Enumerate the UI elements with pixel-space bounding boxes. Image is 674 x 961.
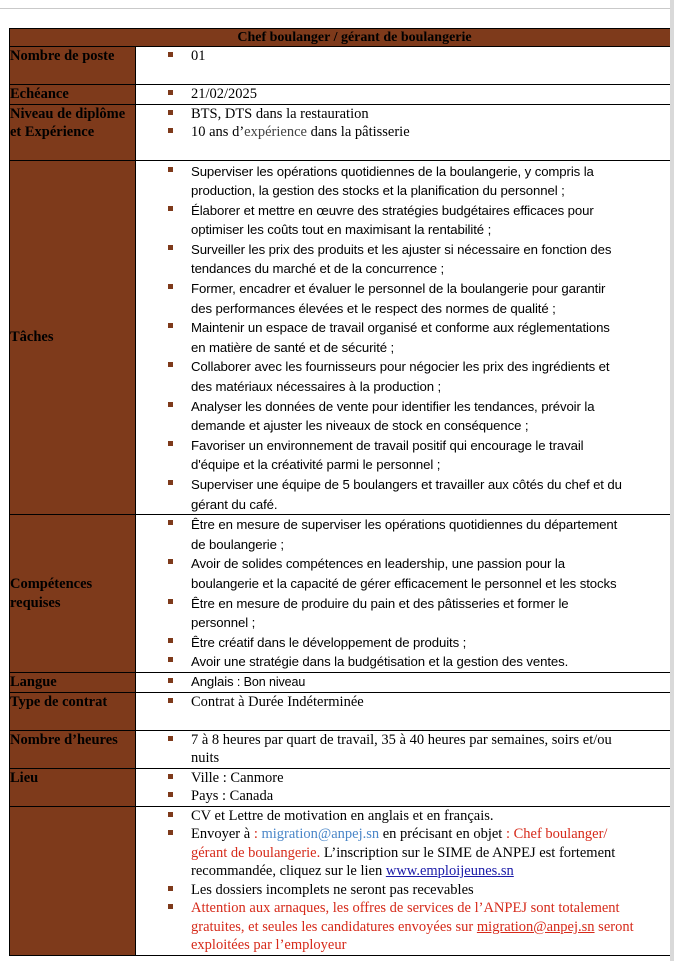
bullet-icon	[168, 559, 173, 564]
list-item: Les dossiers incomplets ne seront pas recevables	[168, 881, 674, 900]
label-echeance: Echéance	[10, 85, 136, 105]
list-item: Pays : Canada	[168, 787, 674, 806]
label-type-contrat: Type de contrat	[10, 692, 136, 730]
bullet-icon	[168, 792, 173, 797]
value-lieu	[136, 768, 674, 806]
job-title: Chef boulanger / gérant de boulangerie	[10, 29, 674, 47]
list-item: Analyser les données de vente pour identifier les tendances, prévoir la demande et ajuster les niveaux de stock en conséquence ;	[168, 397, 674, 436]
list-item: Maintenir un espace de travail organisé et conforme aux réglementations en matière de santé et de sécurité ;	[168, 318, 674, 357]
bullet-icon	[168, 128, 173, 133]
list-item: Élaborer et mettre en œuvre des stratégies budgétaires efficaces pour optimiser les coûts tout en maximisant la rentabilité ;	[168, 201, 674, 240]
bullet-icon	[168, 812, 173, 817]
list-item: CV et Lettre de motivation en anglais et en français.	[168, 807, 674, 826]
email-link[interactable]: migration@anpej.sn	[261, 826, 380, 843]
bullet-icon	[168, 480, 173, 485]
bullet-icon	[168, 245, 173, 250]
bullet-icon	[168, 678, 173, 683]
list-item: 21/02/2025	[168, 85, 674, 104]
label-taches: Tâches	[10, 160, 136, 515]
bullet-icon	[168, 657, 173, 662]
row-taches	[10, 160, 674, 515]
list-item: Attention aux arnaques, les offres de services de l’ANPEJ sont totalement gratuites, et seules les candidatures envoyées sur migration@anpej.sn seront exploitées par l’employeur	[168, 899, 674, 955]
bullet-icon	[168, 167, 173, 172]
website-link[interactable]: www.emploijeunes.sn	[385, 863, 514, 880]
label-nombre-heures: Nombre d’heures	[10, 730, 136, 768]
list-item: Favoriser un environnement de travail positif qui encourage le travail d'équipe et la créativité parmi le personnel ;	[168, 436, 674, 475]
label-competences: Compétences requises	[10, 515, 136, 673]
bullet-icon	[168, 599, 173, 604]
value-niveau	[136, 104, 674, 160]
row-lieu	[10, 768, 674, 806]
label-nombre-poste: Nombre de poste	[10, 47, 136, 85]
list-item: BTS, DTS dans la restauration	[168, 105, 674, 124]
bullet-icon	[168, 774, 173, 779]
bullet-icon	[168, 520, 173, 525]
row-nombre-poste	[10, 47, 674, 85]
list-item: Former, encadrer et évaluer le personnel de la boulangerie pour garantir des performances élevées et le respect des normes de qualité ;	[168, 279, 674, 318]
row-competences	[10, 515, 674, 673]
list-item: Être en mesure de superviser les opérations quotidiennes du département de boulangerie ;	[168, 515, 674, 554]
row-niveau	[10, 104, 674, 160]
list-item: Surveiller les prix des produits et les ajuster si nécessaire en fonction des tendances du marché et de la concurrence ;	[168, 240, 674, 279]
value-taches	[136, 160, 674, 515]
list-item: Anglais : Bon niveau	[168, 673, 674, 691]
bullet-icon	[168, 284, 173, 289]
value-echeance	[136, 85, 674, 105]
value-nombre-poste	[136, 47, 674, 85]
bullet-icon	[168, 90, 173, 95]
job-offer-table	[9, 28, 674, 956]
label-langue: Langue	[10, 673, 136, 693]
bullet-icon	[168, 206, 173, 211]
list-item: Contrat à Durée Indéterminée	[168, 693, 674, 712]
bullet-icon	[168, 886, 173, 891]
warning-email-link[interactable]: migration@anpej.sn	[476, 918, 595, 935]
label-lieu: Lieu	[10, 768, 136, 806]
value-type-contrat	[136, 692, 674, 730]
bullet-icon	[168, 402, 173, 407]
bullet-icon	[168, 904, 173, 909]
bullet-icon	[168, 323, 173, 328]
bullet-icon	[168, 110, 173, 115]
list-item: Envoyer à : migration@anpej.sn en précisant en objet : Chef boulanger/ gérant de boulangerie. L’inscription sur le SIME de ANPEJ est fortement recommandée, cliquez sur le lien www.emploijeunes.sn	[168, 825, 674, 881]
list-item: Ville : Canmore	[168, 769, 674, 788]
value-competences	[136, 515, 674, 673]
list-item: Être en mesure de produire du pain et des pâtisseries et former le personnel ;	[168, 594, 674, 633]
bullet-icon	[168, 441, 173, 446]
bullet-icon	[168, 52, 173, 57]
bullet-icon	[168, 638, 173, 643]
row-echeance	[10, 85, 674, 105]
list-item: 10 ans d’expérience dans la pâtisserie	[168, 123, 674, 142]
list-item: 01	[168, 47, 674, 66]
bullet-icon	[168, 698, 173, 703]
list-item: Superviser une équipe de 5 boulangers et travailler aux côtés du chef et du gérant du café.	[168, 475, 674, 514]
label-niveau: Niveau de diplôme et Expérience	[10, 104, 136, 160]
value-nombre-heures	[136, 730, 674, 768]
row-candidature	[10, 806, 674, 955]
list-item: Superviser les opérations quotidiennes de la boulangerie, y compris la production, la gestion des stocks et la planification du personnel ;	[168, 162, 674, 201]
row-type-contrat	[10, 692, 674, 730]
value-langue	[136, 673, 674, 693]
list-item: Avoir une stratégie dans la budgétisation et la gestion des ventes.	[168, 652, 674, 672]
label-candidature	[10, 806, 136, 955]
row-nombre-heures	[10, 730, 674, 768]
page-right-edge	[670, 0, 674, 961]
bullet-icon	[168, 736, 173, 741]
list-item: Avoir de solides compétences en leadership, une passion pour la boulangerie et la capacité de gérer efficacement le personnel et les stocks	[168, 554, 674, 593]
row-langue	[10, 673, 674, 693]
bullet-icon	[168, 362, 173, 367]
value-candidature	[136, 806, 674, 955]
list-item: 7 à 8 heures par quart de travail, 35 à 40 heures par semaines, soirs et/ou nuits	[168, 731, 674, 768]
list-item: Être créatif dans le développement de produits ;	[168, 633, 674, 653]
page-top-rule	[0, 8, 674, 9]
list-item: Collaborer avec les fournisseurs pour négocier les prix des ingrédients et des matériaux nécessaires à la production ;	[168, 357, 674, 396]
bullet-icon	[168, 830, 173, 835]
title-row	[10, 29, 674, 47]
